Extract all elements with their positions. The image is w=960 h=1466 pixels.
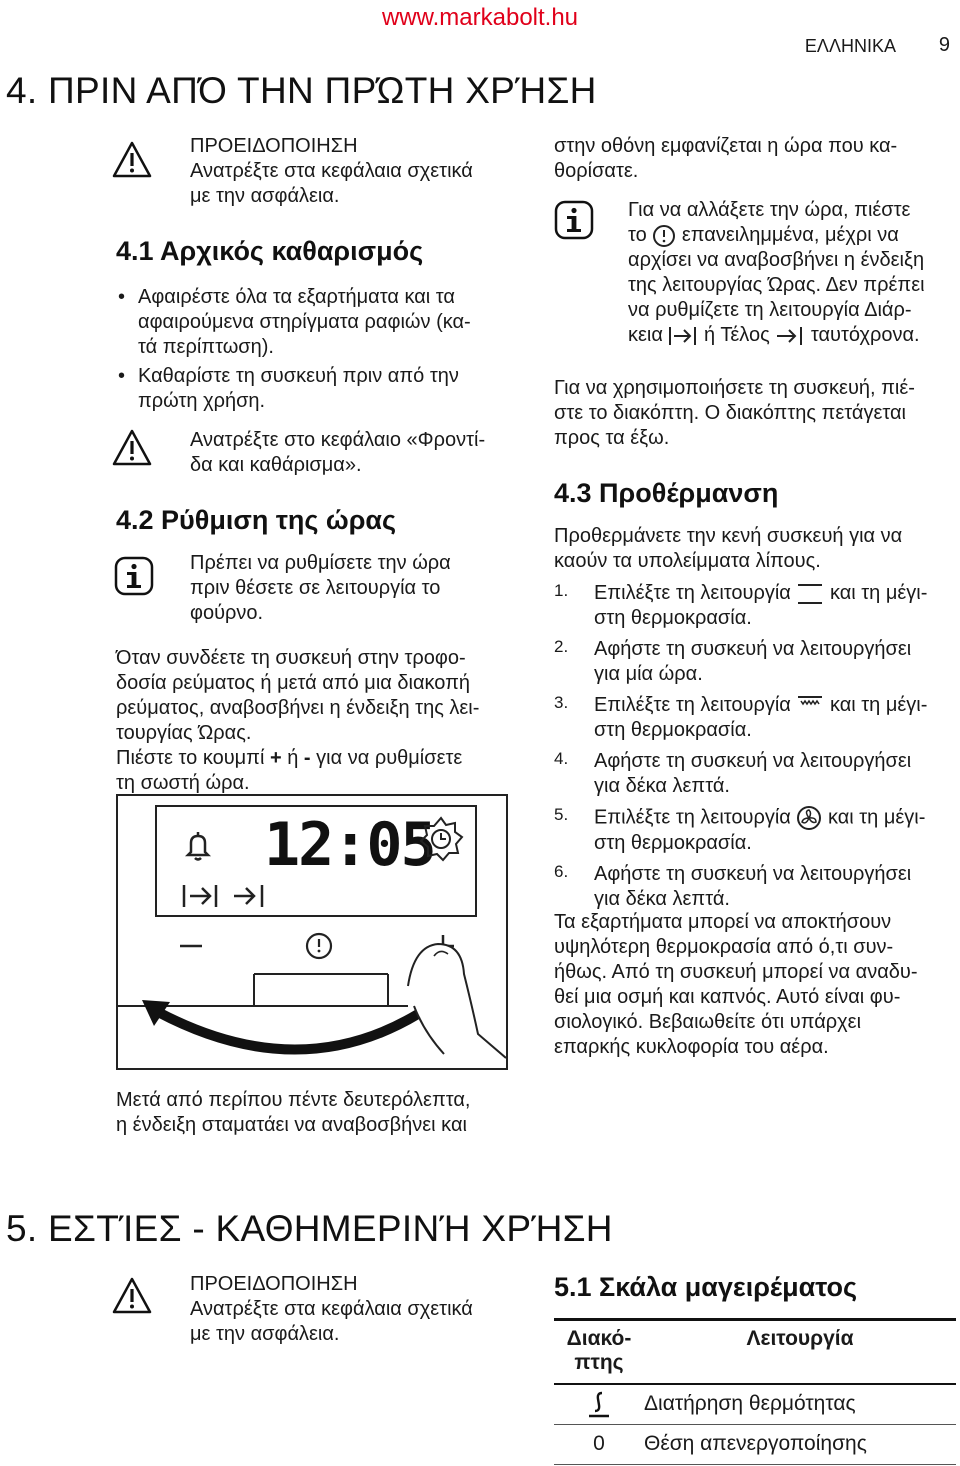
keep-warm-icon [586,1390,612,1418]
section-4-2-title: 4.2 Ρύθμιση της ώρας [116,505,397,535]
clock-gear-icon [418,816,464,862]
table-header: Λειτουργία [746,1327,854,1350]
plus-symbol: + [269,747,282,769]
duration-icon [182,882,220,910]
list-item: 4. Αφήστε τη συσκευή να λειτουργήσει για δέκα λεπτά. [554,749,912,797]
display-time: 12:05 [264,810,435,880]
list-item: • Καθαρίστε τη συσκευή πριν από την πρώτη χρήση. [116,364,516,414]
info-note-clock: Για να αλλάξετε την ώρα, πιέστε το επανειλημμένα, μέχρι να αρχίσει να αναβοσβήνει η ένδειξη της λειτουργίας Ώρας. Δεν πρέπει να ρυθμίζετε τη λειτουργία Διάρ- κεια ή Τέλος ταυτόχρονα. [628,199,925,346]
use-paragraph: Για να χρησιμοποιήσετε τη συσκευή, πιέ- στε το διακόπτη. Ο διακόπτης πετάγεται προς τα έξω. [554,377,915,449]
after-paragraph: Μετά από περίπου πέντε δευτερόλεπτα, η ένδειξη σταματάει να αναβοσβήνει και [116,1089,471,1136]
fan-icon [796,805,822,831]
warning-line: με την ασφάλεια. [190,185,340,207]
control-panel-illustration [116,794,508,1070]
section-4-title: 4. ΠΡΙΝ ΑΠΌ ΤΗΝ ΠΡΏΤΗ ΧΡΉΣΗ [6,70,597,111]
table-cell: Διατήρηση θερμότητας [644,1392,856,1416]
caution-icon [112,428,152,468]
list-item: 1. Επιλέξτε τη λειτουργία και τη μέγι- στη θερμοκρασία. [554,581,928,629]
cooking-scale-table [554,1318,956,1465]
section-5-title: 5. ΕΣΤΊΕΣ - ΚΑΘΗΜΕΡΙΝΉ ΧΡΉΣΗ [6,1208,613,1249]
list-item: 5. Επιλέξτε τη λειτουργία και τη μέγι- στη θερμοκρασία. [554,805,926,854]
site-url[interactable]: www.markabolt.hu [381,4,579,31]
table-header: Διακό- πτης [566,1327,632,1374]
warning-title: ΠΡΟΕΙΔΟΠΟΙΗΣΗ [190,1273,358,1295]
list-item: • Αφαιρέστε όλα τα εξαρτήματα και τα αφαιρούμενα στηρίγματα ραφιών (κα- τά περίπτωση). [116,285,516,360]
warning-line: Ανατρέξτε στα κεφάλαια σχετικά [190,160,473,182]
cleaning-list [116,285,516,418]
list-item: 2. Αφήστε τη συσκευή να λειτουργήσει για μία ώρα. [554,637,912,685]
warning-block: ΠΡΟΕΙΔΟΠΟΙΗΣΗ Ανατρέξτε στα κεφάλαια σχετικά με την ασφάλεια. [190,1273,473,1345]
info-note: Πρέπει να ρυθμίσετε την ώρα πριν θέσετε σε λειτουργία το φούρνο. [190,552,451,624]
continued-paragraph: στην οθόνη εμφανίζεται η ώρα που κα- θορίσατε. [554,135,898,182]
table-row [554,1384,956,1424]
warning-block [190,134,473,209]
page-number: 9 [938,34,950,56]
grill-icon [796,695,824,717]
end-time-icon [230,882,268,910]
section-4-1-title: 4.1 Αρχικός καθαρισμός [116,236,424,266]
info-icon [554,200,594,240]
list-item: 6. Αφήστε τη συσκευή να λειτουργήσει για δέκα λεπτά. [554,862,912,910]
end-time-icon [775,325,805,347]
caution-note: Ανατρέξτε στο κεφάλαιο «Φροντί- δα και καθάρισμα». [190,429,486,476]
warning-icon [112,140,152,180]
table-row [554,1424,956,1464]
info-icon [114,556,154,596]
preheat-outro: Τα εξαρτήματα μπορεί να αποκτήσουν υψηλότερη θερμοκρασία από ό,τι συν- ήθως. Από τη συσκευή μπορεί να αναδυ- θεί μια οσμή και καπνός. Αυτό είναι φυ- σιολογικό. Βεβαιωθείτε ότι υπάρχει επαρκής κυκλοφορία του αέρα. [554,911,918,1058]
list-item: 3. Επιλέξτε τη λειτουργία και τη μέγι- στη θερμοκρασία. [554,693,928,741]
preheat-intro: Προθερμάνετε την κενή συσκευή για να καούν τα υπολείμματα λίπους. [554,525,903,572]
warning-title: ΠΡΟΕΙΔΟΠΟΙΗΣΗ [190,135,358,157]
duration-icon [668,325,698,347]
time-paragraph: Όταν συνδέετε τη συσκευή στην τροφο- δοσία ρεύματος ή μετά από μια διακοπή ρεύματος, αναβοσβήνει η ένδειξη της λει- τουργίας Ώρας. Πιέστε το κουμπί + ή - για να ρυθμίσετε τη σωστή ώρα. [116,647,480,794]
table-cell: Θέση απενεργοποίησης [644,1432,867,1455]
table-cell: 0 [593,1432,605,1455]
minus-symbol: - [303,747,311,769]
top-bottom-heat-icon [796,583,824,605]
language-label: ΕΛΛΗΝΙΚΑ [804,36,896,56]
clock-button-icon [652,224,676,248]
section-5-1-title: 5.1 Σκάλα μαγειρέματος [554,1272,858,1302]
section-4-3-title: 4.3 Προθέρμανση [554,478,779,508]
preheat-steps [554,581,960,918]
bell-icon [182,828,214,862]
warning-icon [112,1276,152,1316]
